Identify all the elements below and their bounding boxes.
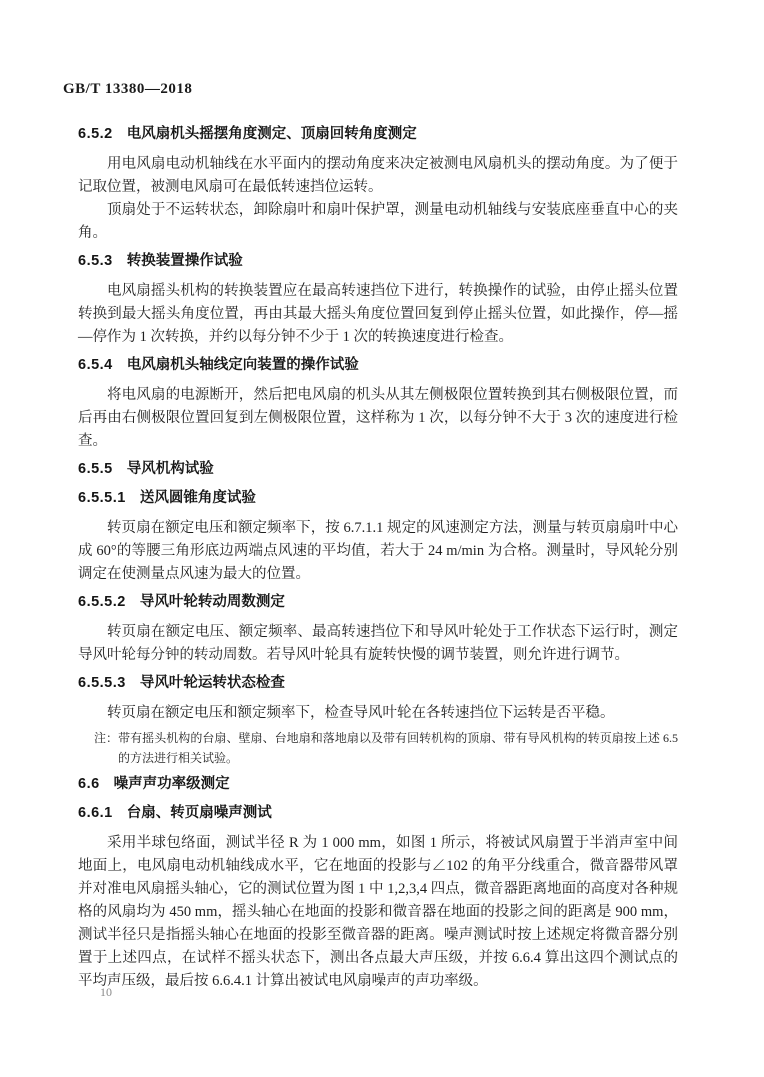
- clause-heading-6-5-3: [78, 251, 678, 271]
- clause-title: 导风机构试验: [126, 461, 214, 477]
- note: [78, 728, 678, 768]
- clause-title: 电风扇机头摇摆角度测定、顶扇回转角度测定: [126, 126, 417, 142]
- clause-heading-6-5-5-2: [78, 592, 678, 612]
- note-label: 注：: [94, 731, 119, 745]
- body-paragraph: 将电风扇的电源断开，然后把电风扇的机头从其左侧极限位置转换到其右侧极限位置，而后再由右侧极限位置回复到左侧极限位置，这样称为 1 次，以每分钟不大于 3 次的速度进行检查。: [78, 387, 678, 449]
- clause-number: 6.5.5.1: [78, 490, 126, 506]
- clause-heading-6-6-1: [78, 803, 678, 823]
- body-paragraph: 转页扇在额定电压、额定频率、最高转速挡位下和导风叶轮处于工作状态下运行时，测定导风叶轮每分钟的转动周数。若导风叶轮具有旋转快慢的调节装置，则允许进行调节。: [78, 624, 678, 663]
- body-paragraph: 电风扇摇头机构的转换装置应在最高转速挡位下进行，转换操作的试验，由停止摇头位置转换到最大摇头角度位置，再由其最大摇头角度位置回复到停止摇头位置，如此操作，停—摇—停作为 1 次转换，并约以每分钟不少于 1 次的转换速度进行检查。: [78, 283, 678, 345]
- body-paragraph: 转页扇在额定电压和额定频率下，检查导风叶轮在各转速挡位下运转是否平稳。: [107, 705, 615, 721]
- note-text: 带有摇头机构的台扇、壁扇、台地扇和落地扇以及带有回转机构的顶扇、带有导风机构的转页扇按上述 6.5 的方法进行相关试验。: [118, 731, 678, 765]
- clause-heading-6-5-4: [78, 355, 678, 375]
- clause-heading-6-5-5-1: [78, 488, 678, 508]
- clause-heading-6-5-2: [78, 124, 678, 144]
- clause-number: 6.6.1: [78, 805, 113, 821]
- standard-code-header: GB/T 13380—2018: [63, 81, 193, 97]
- clause-number: 6.5.5.3: [78, 675, 126, 691]
- page-number: 10: [100, 985, 112, 999]
- clause-number: 6.5.2: [78, 126, 113, 142]
- clause-number: 6.6: [78, 776, 100, 792]
- clause-title: 转换装置操作试验: [126, 253, 243, 269]
- clause-title: 噪声声功率级测定: [113, 776, 230, 792]
- clause-heading-6-6: [78, 774, 678, 794]
- clause-heading-6-5-5-3: [78, 673, 678, 693]
- clause-title: 台扇、转页扇噪声测试: [126, 805, 272, 821]
- clause-title: 电风扇机头轴线定向装置的操作试验: [126, 357, 359, 373]
- body-paragraph: 采用半球包络面，测试半径 R 为 1 000 mm，如图 1 所示，将被试风扇置于半消声室中间地面上，电风扇电动机轴线成水平，它在地面的投影与∠102 的角平分线重合，微音器带风罩并对准电风扇摇头轴心，它的测试位置为图 1 中 1,2,3,4 四点，微音器距离地面的高度对各种规格的风扇均为 450 mm，摇头轴心在地面的投影和微音器在地面的投影之间的距离是 900 mm，测试半径只是指摇头轴心在地面的投影至微音器的距离。噪声测试时按上述规定将微音器分别置于上述四点，在试样不摇头状态下，测出各点最大声压级，并按 6.6.4 算出这四个测试点的平均声压级，最后按 6.6.4.1 计算出被试电风扇噪声的声功率级。: [78, 835, 678, 989]
- clause-title: 导风叶轮转动周数测定: [139, 594, 285, 610]
- body-paragraph: 用电风扇电动机轴线在水平面内的摆动角度来决定被测电风扇机头的摆动角度。为了便于记取位置，被测电风扇可在最低转速挡位运转。: [78, 156, 678, 195]
- clause-number: 6.5.5.2: [78, 594, 126, 610]
- body-paragraph: 顶扇处于不运转状态，卸除扇叶和扇叶保护罩，测量电动机轴线与安装底座垂直中心的夹角。: [78, 202, 678, 241]
- clause-number: 6.5.3: [78, 253, 113, 269]
- clause-title: 送风圆锥角度试验: [139, 490, 256, 506]
- clause-title: 导风叶轮运转状态检查: [139, 675, 285, 691]
- body-paragraph: 转页扇在额定电压和额定频率下，按 6.7.1.1 规定的风速测定方法，测量与转页扇扇叶中心成 60°的等腰三角形底边两端点风速的平均值，若大于 24 m/min 为合格。测量时，导风轮分别调定在使测量点风速为最大的位置。: [78, 520, 678, 582]
- clause-number: 6.5.4: [78, 357, 113, 373]
- clause-heading-6-5-5: [78, 459, 678, 479]
- clause-number: 6.5.5: [78, 461, 113, 477]
